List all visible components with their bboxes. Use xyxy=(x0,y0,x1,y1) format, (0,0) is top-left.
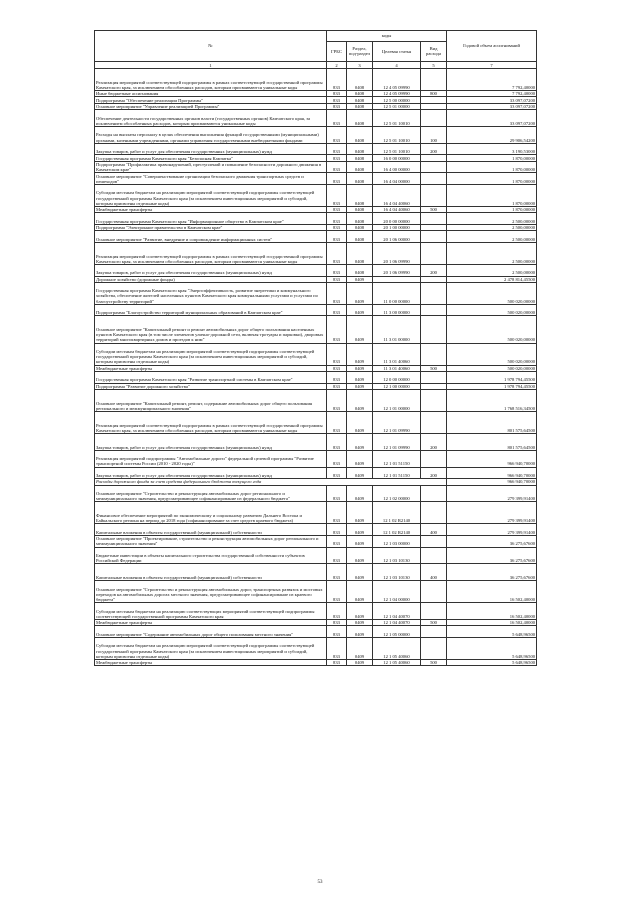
row-grbs: 833 xyxy=(327,97,347,103)
budget-page xyxy=(94,30,536,666)
row-razdel: 0409 xyxy=(347,524,373,536)
row-sum: 1 870,00000 xyxy=(447,206,537,212)
table-row xyxy=(95,564,537,581)
row-name: Расходы дорожного фонда за счет средств федерального бюджета текущего года xyxy=(95,479,447,485)
row-vid xyxy=(421,173,447,185)
header-row-codes xyxy=(95,31,537,42)
header-target: Целевая статья xyxy=(373,41,421,61)
row-grbs: 833 xyxy=(327,659,347,665)
header-codes: коды xyxy=(327,31,447,42)
row-name: Государственная программа Камчатского края "Энергоэффективность, развитие энергетики и коммунального хозяйства, обеспечение жителей населенных пунктов Камчатского края коммунальными услугами и услугами по благоустройству территорий" xyxy=(95,282,327,304)
row-target: 12 1 03 10130 xyxy=(373,564,421,581)
table-row xyxy=(95,450,537,467)
row-razdel: 0408 xyxy=(347,110,373,127)
table-row xyxy=(95,412,537,434)
table-row xyxy=(95,547,537,564)
row-razdel: 0408 xyxy=(347,213,373,225)
row-razdel: 0408 xyxy=(347,224,373,230)
row-target: 12 5 01 10010 xyxy=(373,143,421,155)
index-cell: 1 xyxy=(95,62,327,69)
row-target: 12 0 00 00000 xyxy=(373,372,421,384)
table-row xyxy=(95,524,537,536)
row-grbs: 833 xyxy=(327,264,347,276)
row-grbs: 833 xyxy=(327,547,347,564)
row-target: 11 0 00 00000 xyxy=(373,282,421,304)
row-grbs: 833 xyxy=(327,536,347,548)
row-vid xyxy=(421,242,447,264)
row-razdel: 0409 xyxy=(347,502,373,524)
row-grbs: 833 xyxy=(327,343,347,365)
row-target: 12 1 02 R2140 xyxy=(373,502,421,524)
row-sum: 33 097,07200 xyxy=(447,97,537,103)
table-row xyxy=(95,231,537,243)
row-grbs: 833 xyxy=(327,485,347,502)
row-razdel: 0409 xyxy=(347,412,373,434)
row-razdel: 0409 xyxy=(347,467,373,479)
row-grbs: 833 xyxy=(327,103,347,109)
table-row xyxy=(95,536,537,548)
row-grbs: 833 xyxy=(327,231,347,243)
row-razdel: 0409 xyxy=(347,637,373,659)
row-name: Основное мероприятие "Строительство и реконструкция автомобильных дорог регионального и межмуниципального значения, предусматривающее софинансирование из федерального бюджета" xyxy=(95,485,327,502)
row-vid xyxy=(421,626,447,638)
row-name: Государственная программа Камчатского края "Развитие транспортной системы в Камчатском крае" xyxy=(95,372,327,384)
row-grbs: 833 xyxy=(327,581,347,603)
row-sum: 16 502,40000 xyxy=(447,603,537,620)
header-vid: Вид расхода xyxy=(421,41,447,61)
row-grbs: 833 xyxy=(327,69,347,91)
row-sum: 16 502,40000 xyxy=(447,620,537,626)
table-row xyxy=(95,343,537,365)
row-grbs: 833 xyxy=(327,110,347,127)
row-target: 16 4 00 00000 xyxy=(373,161,421,173)
row-vid: 500 xyxy=(421,206,447,212)
row-grbs: 833 xyxy=(327,383,347,389)
row-name: Субсидии местным бюджетам на реализацию мероприятий соответствующей подпрограммы соответствующей государственной программы Камчатского края (за исключением инвестиционных мероприятий и субсидий, которым присвоены отдельные коды) xyxy=(95,184,327,206)
row-razdel: 0409 xyxy=(347,282,373,304)
row-vid xyxy=(421,161,447,173)
row-vid: 500 xyxy=(421,659,447,665)
row-grbs: 833 xyxy=(327,213,347,225)
row-name: Подпрограмма "Обеспечение реализации Программы" xyxy=(95,97,327,103)
table-row xyxy=(95,626,537,638)
row-razdel: 0409 xyxy=(347,620,373,626)
header-num: № xyxy=(95,31,327,62)
row-razdel: 0409 xyxy=(347,434,373,451)
row-sum: 5 648,96500 xyxy=(447,637,537,659)
row-sum: 500 020,00000 xyxy=(447,282,537,304)
row-name: Расходы на выплаты персоналу в целях обеспечения выполнения функций государственными (муниципальными) органами, казенными учреждениями, органами управления государственными внебюджетными фондами xyxy=(95,126,327,143)
row-razdel: 0409 xyxy=(347,276,373,282)
row-vid xyxy=(421,184,447,206)
row-target: 12 1 01 09990 xyxy=(373,412,421,434)
row-name: Основное мероприятие "Капитальный ремонт и ремонт автомобильных дорог общего пользования населенных пунктов Камчатского края (в том числе элементов улично-дорожной сети, включая тротуары и парковки), дворовых территорий многоквартирных домов и проездов к ним" xyxy=(95,316,327,343)
table-row xyxy=(95,659,537,665)
row-grbs: 833 xyxy=(327,206,347,212)
table-row xyxy=(95,282,537,304)
row-name: Капитальные вложения в объекты государственной (муниципальной) собственности xyxy=(95,524,327,536)
row-name: Дорожное хозяйство (дорожные фонды) xyxy=(95,276,327,282)
row-grbs: 833 xyxy=(327,620,347,626)
row-vid: 400 xyxy=(421,524,447,536)
page-number: 53 xyxy=(317,880,323,885)
table-row xyxy=(95,242,537,264)
row-name: Реализация мероприятий соответствующей подпрограммы в рамках соответствующей государственной программы Камчатского края, за исключением обособленных расходов, которым присваиваются уникальные коды xyxy=(95,412,327,434)
row-name: Субсидии местным бюджетам на реализацию мероприятий соответствующей подпрограммы соответствующей государственной программы Камчатского края (за исключением инвестиционных мероприятий и субсидий, которым присвоены отдельные коды) xyxy=(95,343,327,365)
row-sum: 3 190,53000 xyxy=(447,143,537,155)
row-sum: 2 500,00000 xyxy=(447,213,537,225)
table-row xyxy=(95,304,537,316)
row-target: 11 3 01 40060 xyxy=(373,365,421,371)
row-vid xyxy=(421,69,447,91)
row-grbs: 833 xyxy=(327,467,347,479)
row-vid xyxy=(421,536,447,548)
row-sum: 1 870,00000 xyxy=(447,161,537,173)
header-index-row xyxy=(95,62,537,69)
row-name: Подпрограмма "Развитие дорожного хозяйства" xyxy=(95,383,327,389)
table-row xyxy=(95,390,537,412)
row-name: Реализация мероприятий соответствующей подпрограммы в рамках соответствующей государственной программы Камчатского края, за исключением обособленных расходов, которым присваиваются уникальные коды xyxy=(95,242,327,264)
row-target: 12 1 01 51150 xyxy=(373,467,421,479)
row-name: Основное мероприятие "Управление реализацией Программы" xyxy=(95,103,327,109)
row-name: Подпрограмма "Электронное правительство в Камчатском крае" xyxy=(95,224,327,230)
row-vid: 500 xyxy=(421,365,447,371)
table-row xyxy=(95,213,537,225)
row-target: 16 4 04 40060 xyxy=(373,206,421,212)
row-razdel: 0409 xyxy=(347,626,373,638)
row-razdel: 0408 xyxy=(347,173,373,185)
row-vid xyxy=(421,637,447,659)
row-sum: 36 275,67600 xyxy=(447,564,537,581)
row-grbs: 833 xyxy=(327,282,347,304)
row-name: Основное мероприятие "Капитальный ремонт, ремонт, содержание автомобильных дорог общего пользования регионального и межмуниципального значения" xyxy=(95,390,327,412)
row-name: Основное мероприятие "Развитие, внедрение и сопровождение информационных систем" xyxy=(95,231,327,243)
row-name: Закупка товаров, работ и услуг для обеспечения государственных (муниципальных) нужд xyxy=(95,264,327,276)
row-vid xyxy=(421,304,447,316)
row-sum: 2 500,00000 xyxy=(447,231,537,243)
row-target: 12 1 04 40070 xyxy=(373,620,421,626)
row-grbs: 833 xyxy=(327,564,347,581)
row-name: Субсидии местным бюджетам на реализацию соответствующих мероприятий соответствующей подпрограммы соответствующей государственной программы Камчатского края xyxy=(95,603,327,620)
row-razdel: 0408 xyxy=(347,206,373,212)
index-cell: 7 xyxy=(447,62,537,69)
row-target: 12 5 00 00000 xyxy=(373,97,421,103)
row-grbs: 833 xyxy=(327,173,347,185)
row-grbs: 833 xyxy=(327,126,347,143)
row-vid xyxy=(421,372,447,384)
row-razdel: 0409 xyxy=(347,304,373,316)
row-name: Основное мероприятие "Совершенствование организации безопасного движения транспортных средств и пешеходов" xyxy=(95,173,327,185)
row-vid xyxy=(421,231,447,243)
row-target: 12 1 04 00000 xyxy=(373,581,421,603)
row-razdel: 0409 xyxy=(347,603,373,620)
row-sum: 36 275,67600 xyxy=(447,536,537,548)
row-target: 12 1 05 40060 xyxy=(373,637,421,659)
row-target: 12 1 03 00000 xyxy=(373,536,421,548)
row-razdel: 0408 xyxy=(347,126,373,143)
row-target: 12 1 04 40070 xyxy=(373,603,421,620)
row-razdel: 0408 xyxy=(347,161,373,173)
table-row xyxy=(95,502,537,524)
budget-rows xyxy=(95,69,537,666)
row-name: Основное мероприятие "Содержание автомобильных дорог общего пользования местного значения" xyxy=(95,626,327,638)
row-name: Государственная программа Камчатского края "Безопасная Камчатка" xyxy=(95,155,327,161)
row-sum: 500 020,00000 xyxy=(447,343,537,365)
row-name: Межбюджетные трансферты xyxy=(95,620,327,626)
table-row xyxy=(95,126,537,143)
table-row xyxy=(95,184,537,206)
row-target: 20 0 00 00000 xyxy=(373,213,421,225)
row-sum: 966 940,70000 xyxy=(447,479,537,485)
row-target: 12 1 02 00000 xyxy=(373,485,421,502)
row-name: Реализация мероприятий подпрограммы "Автомобильные дороги" федеральной целевой программы "Развитие транспортной системы России (2010 - 2020 годы)" xyxy=(95,450,327,467)
row-sum: 500 020,00000 xyxy=(447,316,537,343)
row-target: 12 4 05 09990 xyxy=(373,69,421,91)
table-row xyxy=(95,637,537,659)
row-target: 16 4 04 40060 xyxy=(373,184,421,206)
row-name: Межбюджетные трансферты xyxy=(95,206,327,212)
row-name: Основное мероприятие "Проектирование, строительство и реконструкция автомобильных дорог регионального и межмуниципального значения" xyxy=(95,536,327,548)
row-target: 16 0 00 00000 xyxy=(373,155,421,161)
row-vid xyxy=(421,390,447,412)
table-row xyxy=(95,69,537,91)
row-grbs: 833 xyxy=(327,155,347,161)
row-vid xyxy=(421,485,447,502)
row-target: 12 1 05 40060 xyxy=(373,659,421,665)
row-target: 12 1 05 00000 xyxy=(373,626,421,638)
row-sum: 1 768 516,34500 xyxy=(447,390,537,412)
row-sum: 279 399,91400 xyxy=(447,485,537,502)
row-sum: 5 648,96500 xyxy=(447,626,537,638)
row-target: 11 3 00 00000 xyxy=(373,304,421,316)
row-grbs: 833 xyxy=(327,91,347,97)
row-razdel: 0408 xyxy=(347,91,373,97)
row-vid xyxy=(421,502,447,524)
row-vid xyxy=(421,603,447,620)
row-grbs: 833 xyxy=(327,161,347,173)
row-razdel: 0408 xyxy=(347,242,373,264)
row-vid xyxy=(421,581,447,603)
row-vid xyxy=(421,412,447,434)
row-grbs: 833 xyxy=(327,626,347,638)
row-sum: 7 792,40000 xyxy=(447,91,537,97)
table-row xyxy=(95,143,537,155)
row-target: 20 1 06 00000 xyxy=(373,231,421,243)
row-vid xyxy=(421,213,447,225)
row-razdel: 0408 xyxy=(347,143,373,155)
table-row xyxy=(95,110,537,127)
row-vid: 200 xyxy=(421,264,447,276)
row-sum: 16 502,40000 xyxy=(447,581,537,603)
header-grbs: ГРБС xyxy=(327,41,347,61)
row-name: Закупка товаров, работ и услуг для обеспечения государственных (муниципальных) нужд xyxy=(95,434,327,451)
index-cell: 5 xyxy=(421,62,447,69)
row-sum: 2 500,00000 xyxy=(447,242,537,264)
table-row xyxy=(95,603,537,620)
row-target: 12 1 02 R2140 xyxy=(373,524,421,536)
row-sum: 36 275,67600 xyxy=(447,547,537,564)
table-row xyxy=(95,434,537,451)
row-name: Государственная программа Камчатского края "Информационное общество в Камчатском крае" xyxy=(95,213,327,225)
row-target: 12 1 03 10130 xyxy=(373,547,421,564)
row-target: 12 1 01 51150 xyxy=(373,450,421,467)
row-grbs: 833 xyxy=(327,637,347,659)
row-razdel: 0408 xyxy=(347,231,373,243)
row-sum: 966 940,70000 xyxy=(447,467,537,479)
row-grbs: 833 xyxy=(327,434,347,451)
table-row xyxy=(95,467,537,479)
row-vid xyxy=(421,110,447,127)
row-grbs: 833 xyxy=(327,603,347,620)
row-sum: 33 097,07200 xyxy=(447,103,537,109)
row-grbs: 833 xyxy=(327,502,347,524)
row-target: 12 1 01 09990 xyxy=(373,434,421,451)
row-target: 20 1 00 00000 xyxy=(373,224,421,230)
row-target: 20 1 06 09990 xyxy=(373,264,421,276)
row-sum: 1 870,00000 xyxy=(447,173,537,185)
row-sum: 279 399,91400 xyxy=(447,502,537,524)
row-razdel: 0408 xyxy=(347,97,373,103)
header-total: Годовой объем ассигнований xyxy=(447,31,537,62)
row-grbs: 833 xyxy=(327,184,347,206)
row-target: 16 4 04 00000 xyxy=(373,173,421,185)
row-target: 12 1 01 00000 xyxy=(373,390,421,412)
row-name: Основное мероприятие "Строительство и реконструкция автомобильных дорог, транспортных развязок и мостовых переходов на автомобильных дорогах местного значения, предусматривающее софинансирование из краевого бюджета" xyxy=(95,581,327,603)
row-sum: 500 020,00000 xyxy=(447,304,537,316)
row-vid xyxy=(421,547,447,564)
row-grbs: 833 xyxy=(327,143,347,155)
row-vid: 800 xyxy=(421,91,447,97)
row-razdel: 0409 xyxy=(347,343,373,365)
index-cell: 4 xyxy=(373,62,421,69)
table-row xyxy=(95,372,537,384)
budget-table xyxy=(94,30,537,666)
row-target: 12 5 01 10010 xyxy=(373,110,421,127)
table-row xyxy=(95,161,537,173)
row-razdel: 0409 xyxy=(347,659,373,665)
row-name: Капитальные вложения в объекты государственной (муниципальной) собственности xyxy=(95,564,327,581)
row-name: Подпрограмма "Благоустройство территорий муниципальных образований в Камчатском крае" xyxy=(95,304,327,316)
row-vid: 200 xyxy=(421,143,447,155)
row-razdel: 0409 xyxy=(347,365,373,371)
row-name: Межбюджетные трансферты xyxy=(95,365,327,371)
index-cell: 2 xyxy=(327,62,347,69)
row-name: Закупка товаров, работ и услуг для обеспечения государственных (муниципальных) нужд xyxy=(95,143,327,155)
row-razdel: 0409 xyxy=(347,564,373,581)
row-razdel: 0409 xyxy=(347,547,373,564)
row-sum: 2 500,00000 xyxy=(447,224,537,230)
row-target: 12 1 00 00000 xyxy=(373,383,421,389)
row-sum: 33 097,07200 xyxy=(447,110,537,127)
row-name: Межбюджетные трансферты xyxy=(95,659,327,665)
row-grbs: 833 xyxy=(327,412,347,434)
row-target: 20 1 06 09990 xyxy=(373,242,421,264)
header-razdel: Раздел, под-раздел xyxy=(347,41,373,61)
row-razdel: 0408 xyxy=(347,264,373,276)
row-vid xyxy=(421,316,447,343)
table-row xyxy=(95,173,537,185)
row-razdel: 0409 xyxy=(347,536,373,548)
row-name: Финансовое обеспечение мероприятий по экономическому и социальному развитию Дальнего Востока и Байкальского региона на период до 2018 года (софинансирование за счет средств краевого бюджета) xyxy=(95,502,327,524)
row-sum: 2 500,00000 xyxy=(447,264,537,276)
row-razdel: 0408 xyxy=(347,69,373,91)
row-grbs: 833 xyxy=(327,524,347,536)
row-name: Субсидии местным бюджетам на реализацию мероприятий соответствующей подпрограммы соответствующей государственной программы Камчатского края (за исключением инвестиционных мероприятий и субсидий, которым присвоены отдельные коды) xyxy=(95,637,327,659)
table-row xyxy=(95,316,537,343)
row-vid xyxy=(421,343,447,365)
row-sum: 7 792,40000 xyxy=(447,69,537,91)
row-sum: 29 906,54200 xyxy=(447,126,537,143)
row-vid: 200 xyxy=(421,434,447,451)
row-sum: 1 870,00000 xyxy=(447,155,537,161)
row-vid: 200 xyxy=(421,467,447,479)
row-razdel: 0409 xyxy=(347,581,373,603)
row-sum: 801 575,64500 xyxy=(447,434,537,451)
row-sum: 1 978 794,45500 xyxy=(447,383,537,389)
row-vid: 400 xyxy=(421,564,447,581)
row-sum: 2 478 814,45500 xyxy=(447,276,537,282)
row-razdel: 0408 xyxy=(347,184,373,206)
row-grbs: 833 xyxy=(327,304,347,316)
row-sum: 1 870,00000 xyxy=(447,184,537,206)
row-target: 11 3 01 40060 xyxy=(373,343,421,365)
row-grbs: 833 xyxy=(327,276,347,282)
row-razdel: 0409 xyxy=(347,316,373,343)
row-razdel: 0409 xyxy=(347,450,373,467)
row-grbs: 833 xyxy=(327,242,347,264)
row-name: Обеспечение деятельности государственных органов власти (государственных органов) Камчатского края, за исключением обособленных расходов, которым присваиваются уникальные коды xyxy=(95,110,327,127)
row-name: Иные бюджетные ассигнования xyxy=(95,91,327,97)
row-sum: 279 399,91400 xyxy=(447,524,537,536)
row-razdel: 0409 xyxy=(347,383,373,389)
row-vid: 100 xyxy=(421,126,447,143)
row-vid xyxy=(421,282,447,304)
index-cell: 3 xyxy=(347,62,373,69)
row-razdel: 0408 xyxy=(347,155,373,161)
table-row xyxy=(95,264,537,276)
row-name: Бюджетные инвестиции в объекты капитального строительства государственной собственности субъектов Российской Федерации xyxy=(95,547,327,564)
row-razdel: 0409 xyxy=(347,372,373,384)
row-grbs: 833 xyxy=(327,365,347,371)
row-grbs: 833 xyxy=(327,224,347,230)
row-sum: 801 575,64500 xyxy=(447,412,537,434)
row-target: 12 4 05 09990 xyxy=(373,91,421,97)
row-name: Подпрограмма "Профилактика правонарушений, преступлений и повышение безопасности дорожного движения в Камчатском крае" xyxy=(95,161,327,173)
row-name: Реализация мероприятий соответствующей подпрограммы в рамках соответствующей государственной программы Камчатского края, за исключением обособленных расходов, которым присваиваются уникальные коды xyxy=(95,69,327,91)
row-target: 12 5 01 10010 xyxy=(373,126,421,143)
row-vid xyxy=(421,450,447,467)
row-razdel: 0408 xyxy=(347,103,373,109)
row-grbs: 833 xyxy=(327,390,347,412)
row-target: 12 5 01 00000 xyxy=(373,103,421,109)
row-name: Закупка товаров, работ и услуг для обеспечения государственных (муниципальных) нужд xyxy=(95,467,327,479)
row-target: 11 3 01 00000 xyxy=(373,316,421,343)
table-row xyxy=(95,485,537,502)
row-grbs: 833 xyxy=(327,372,347,384)
row-grbs: 833 xyxy=(327,316,347,343)
row-sum: 966 940,70000 xyxy=(447,450,537,467)
row-sum: 5 648,96500 xyxy=(447,659,537,665)
row-sum: 1 978 794,45500 xyxy=(447,372,537,384)
row-razdel: 0409 xyxy=(347,390,373,412)
table-row xyxy=(95,581,537,603)
row-grbs: 833 xyxy=(327,450,347,467)
row-sum: 500 020,00000 xyxy=(447,365,537,371)
row-vid: 500 xyxy=(421,620,447,626)
row-razdel: 0409 xyxy=(347,485,373,502)
